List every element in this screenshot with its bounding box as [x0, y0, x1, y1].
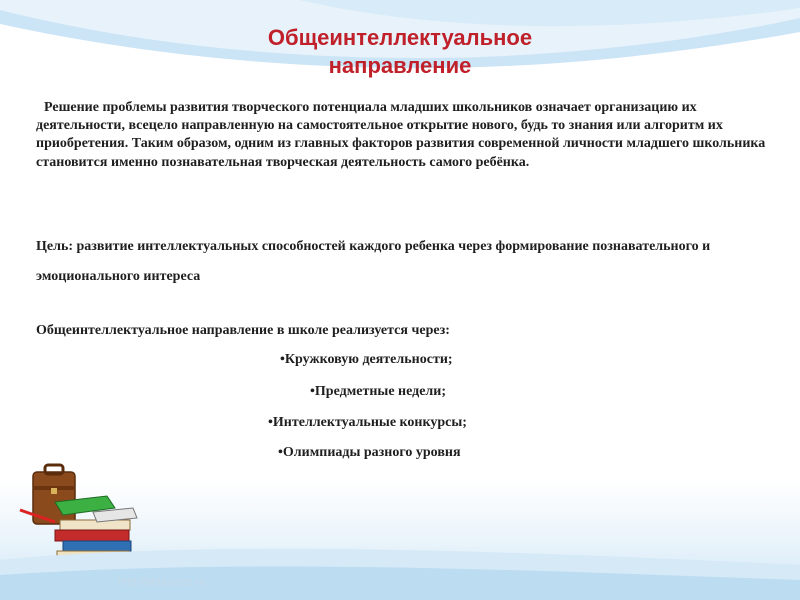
slide-title	[150, 24, 650, 80]
list-item: •Предметные недели;	[310, 384, 447, 399]
watermark-url: http://aida.ucoz.ru	[118, 576, 206, 588]
intro-paragraph: Решение проблемы развития творческого потенциала младших школьников означает организацию их деятельности, всецело направленную на самостоятельное открытие нового, будь то знания или алгоритм их приобретения. Таким образом, одним из главных факторов развития современной личности младшего школьника становится именно познавательная творческая деятельность самого ребёнка.	[36, 100, 766, 170]
title-line-1: Общеинтеллектуальное	[267, 25, 533, 50]
title-line-2: направление	[328, 53, 472, 78]
list-item: •Интеллектуальные конкурсы;	[268, 415, 467, 430]
list-item: •Олимпиады разного уровня	[278, 445, 461, 460]
list-item: •Кружковую деятельности;	[280, 352, 453, 367]
goal-paragraph: Цель: развитие интеллектуальных способностей каждого ребенка через формирование познавательного и эмоционального интереса	[36, 239, 711, 284]
realization-heading: Общеинтеллектуальное направление в школе реализуется через:	[36, 323, 450, 338]
bottom-wave-decoration	[0, 520, 800, 600]
